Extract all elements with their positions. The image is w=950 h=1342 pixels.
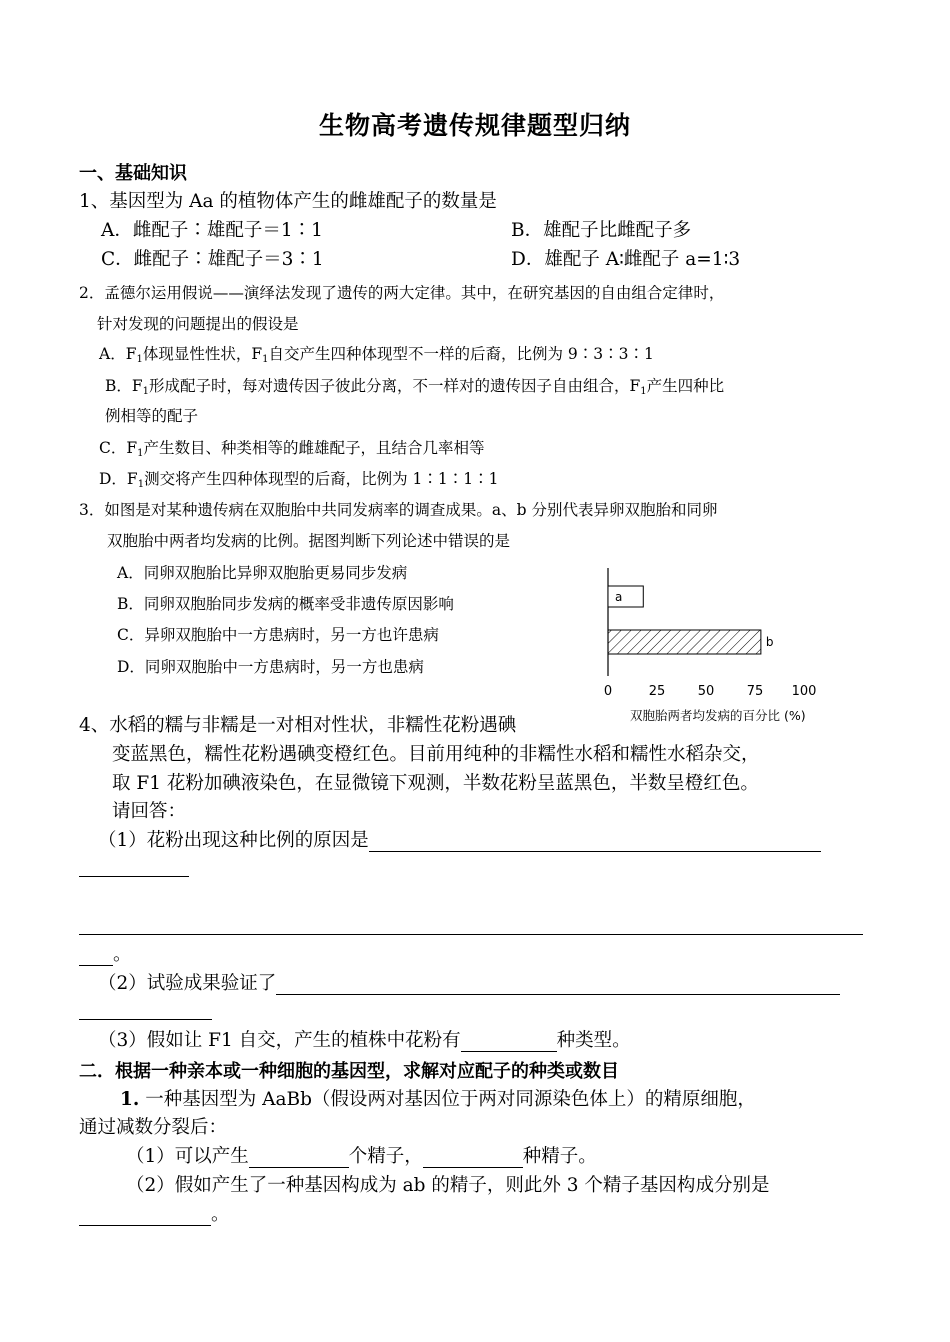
chart-x-axis-label: 双胞胎两者均发病的百分比 (%) <box>630 708 806 723</box>
chart-x-tick-75: 75 <box>746 684 764 699</box>
q3-option-d: D．同卵双胞胎中一方患病时，另一方也患病 <box>117 658 424 676</box>
chart-x-tick-50: 50 <box>697 684 715 699</box>
q1-option-c: C．雌配子∶雄配子＝3∶1 <box>101 249 324 270</box>
s2-q1-part2: （2）假如产生了一种基因构成为 ab 的精子，则此外 3 个精子基因构成分别是 <box>126 1175 770 1196</box>
q2-stem-line1: 2．孟德尔运用假说——演绎法发现了遗传的两大定律。其中，在研究基因的自由组合定律时， <box>79 284 725 302</box>
q4-part1-answer-line <box>79 934 863 935</box>
section-heading-gametes: 二．根据一种亲本或一种细胞的基因型，求解对应配子的种类或数目 <box>79 1061 619 1082</box>
q3-stem-line1: 3．如图是对某种遗传病在双胞胎中共同发病率的调查成果。a、b 分别代表异卵双胞胎和同卵 <box>79 501 718 519</box>
q4-part2: （2）试验成果验证了 <box>98 969 840 995</box>
s2-part2-blank <box>79 1205 211 1226</box>
page-title: 生物高考遗传规律题型归纳 <box>318 111 631 140</box>
chart-bar-label-b: b <box>765 635 774 649</box>
q4-stem-line1: 4、水稻的糯与非糯是一对相对性状，非糯性花粉遇碘 <box>79 715 517 736</box>
s2-part1-blank-count <box>249 1147 349 1168</box>
q2-stem-line2: 针对发现的问题提出的假设是 <box>97 315 299 333</box>
q4-stem-line3: 取 F1 花粉加碘液染色，在显微镜下观测，半数花粉呈蓝黑色，半数呈橙红色。 <box>112 773 759 794</box>
q4-part1-blank-cont <box>79 876 189 877</box>
s2-q1-part2-answer: 。 <box>79 1200 230 1226</box>
chart-x-tick-25: 25 <box>648 684 666 699</box>
q2-option-b-line2: 例相等的配子 <box>105 407 199 425</box>
twin-concordance-bar-chart <box>596 566 856 730</box>
q4-part1-blank <box>369 831 821 852</box>
q4-stem-line4: 请回答： <box>112 801 187 822</box>
q4-part2-blank-cont <box>79 1019 212 1020</box>
q3-stem-line2: 双胞胎中两者均发病的比例。据图判断下列论述中错误的是 <box>107 532 511 550</box>
q4-part2-blank <box>276 974 840 995</box>
q4-part3-blank <box>461 1031 557 1052</box>
chart-bar-a <box>608 586 643 607</box>
section-heading-basic: 一、基础知识 <box>79 163 187 184</box>
chart-x-tick-100: 100 <box>791 684 817 699</box>
q2-option-d: D．$F_1$测交将产生四种体现型的后裔，比例为 1∶1∶1∶1 <box>99 470 499 490</box>
q1-stem: 1、基因型为 Aa 的植物体产生的雌雄配子的数量是 <box>79 191 497 212</box>
s2-q1-stem-line1: 1. 一种基因型为 AaBb（假设两对基因位于两对同源染色体上）的精原细胞， <box>120 1089 756 1110</box>
q4-stem-line2: 变蓝黑色，糯性花粉遇碘变橙红色。目前用纯种的非糯性水稻和糯性水稻杂交， <box>112 744 760 765</box>
q1-option-a: A．雌配子∶雄配子＝1∶1 <box>101 220 323 241</box>
s2-part1-blank-types <box>423 1147 523 1168</box>
chart-bar-label-a: a <box>615 590 623 604</box>
q1-option-b: B．雄配子比雌配子多 <box>511 220 692 241</box>
q2-option-c: C．$F_1$产生数目、种类相等的雌雄配子，且结合几率相等 <box>99 439 485 459</box>
q2-option-a: A．$F_1$体现显性性状，$F_1$自交产生四种体现型不一样的后裔，比例为 9∶3∶3∶1 <box>99 345 654 365</box>
s2-q1-stem-line2: 通过减数分裂后： <box>79 1117 228 1138</box>
q3-option-b: B．同卵双胞胎同步发病的概率受非遗传原因影响 <box>117 595 454 613</box>
q4-part1: （1）花粉出现这种比例的原因是 <box>98 826 821 852</box>
q4-part1-answer-end: 。 <box>79 940 132 966</box>
chart-bar-b <box>608 630 761 654</box>
chart-x-tick-0: 0 <box>603 684 613 699</box>
q3-option-c: C．异卵双胞胎中一方患病时，另一方也许患病 <box>117 626 439 644</box>
q4-part3: （3）假如让 F1 自交，产生的植株中花粉有 种类型。 <box>98 1030 631 1051</box>
q2-option-b: B．$F_1$形成配子时，每对遗传因子彼此分离，不一样对的遗传因子自由组合，$F_1$产生四种比 <box>105 377 725 397</box>
q1-option-d: D．雄配子 A∶雌配子 a=1∶3 <box>511 249 741 270</box>
q3-option-a: A．同卵双胞胎比异卵双胞胎更易同步发病 <box>117 564 408 582</box>
s2-q1-part1: （1）可以产生 个精子， 种精子。 <box>126 1146 597 1167</box>
